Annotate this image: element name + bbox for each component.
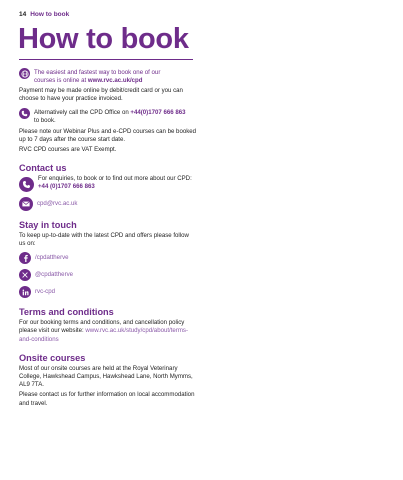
stay-in-touch-text: To keep up-to-date with the latest CPD and offers please follow us on: — [19, 231, 189, 248]
online-booking-line1: The easiest and fastest way to book one of our — [34, 68, 161, 76]
phone-booking-suffix: to book. — [34, 117, 56, 125]
linkedin-handle[interactable]: rvc-cpd — [35, 288, 55, 296]
phone-booking-row — [19, 108, 197, 125]
x-icon — [19, 269, 31, 281]
contact-phone[interactable]: +44 (0)1707 666 863 — [38, 183, 95, 191]
online-booking-row — [19, 68, 197, 85]
main-content — [19, 63, 197, 408]
linkedin-row[interactable] — [19, 286, 197, 298]
page-header — [19, 11, 69, 18]
section-label: How to book — [30, 11, 70, 18]
envelope-icon — [19, 197, 33, 211]
facebook-icon — [19, 252, 31, 264]
globe-icon — [19, 68, 30, 79]
contact-heading: Contact us — [19, 162, 67, 173]
stay-in-touch-heading: Stay in touch — [19, 219, 77, 230]
phone-icon — [19, 108, 30, 119]
terms-heading: Terms and conditions — [19, 307, 114, 318]
terms-text: For our booking terms and conditions, and cancellation policy please visit our website: — [19, 319, 185, 335]
phone-booking-prefix: Alternatively call the CPD Office on — [34, 108, 131, 116]
terms-paragraph — [19, 319, 197, 344]
onsite-heading: Onsite courses — [19, 352, 86, 363]
phone-booking-number[interactable]: +44(0)1707 666 863 — [130, 108, 186, 116]
x-row[interactable] — [19, 269, 197, 281]
page-number: 14 — [19, 11, 27, 18]
vat-note: RVC CPD courses are VAT Exempt. — [19, 145, 117, 153]
contact-text: For enquiries, to book or to find out more about our CPD: — [38, 174, 192, 182]
booking-website-link[interactable]: www.rvc.ac.uk/cpd — [87, 76, 143, 84]
contact-email-row — [19, 197, 197, 211]
terms-link[interactable]: www.rvc.ac.uk/study/cpd/about/terms-and-conditions — [19, 327, 189, 343]
contact-phone-row — [19, 175, 197, 192]
onsite-contact-text: Please contact us for further information on local accommodation and travel. — [19, 391, 195, 407]
online-booking-line2: courses is online at — [34, 76, 88, 84]
phone-icon — [19, 177, 34, 192]
payment-note: Payment may be made online by debit/credit card or you can choose to have your practice invoiced. — [19, 86, 183, 103]
linkedin-icon — [19, 286, 31, 298]
title-divider — [19, 59, 193, 60]
page-title: How to book — [18, 23, 189, 55]
webinar-note: Please note our Webinar Plus and e-CPD courses can be booked up to 7 days after the course start date. — [19, 128, 197, 144]
facebook-handle[interactable]: /cpdattherve — [35, 254, 69, 262]
x-handle[interactable]: @cpdattherve — [35, 271, 74, 279]
onsite-text: Most of our onsite courses are held at the Royal Veterinary College, Hawkshead Campus, Hawkshead Lane, North Mymms, AL9 7TA. — [19, 364, 193, 389]
contact-email[interactable]: cpd@rvc.ac.uk — [37, 199, 78, 207]
facebook-row[interactable] — [19, 252, 197, 264]
